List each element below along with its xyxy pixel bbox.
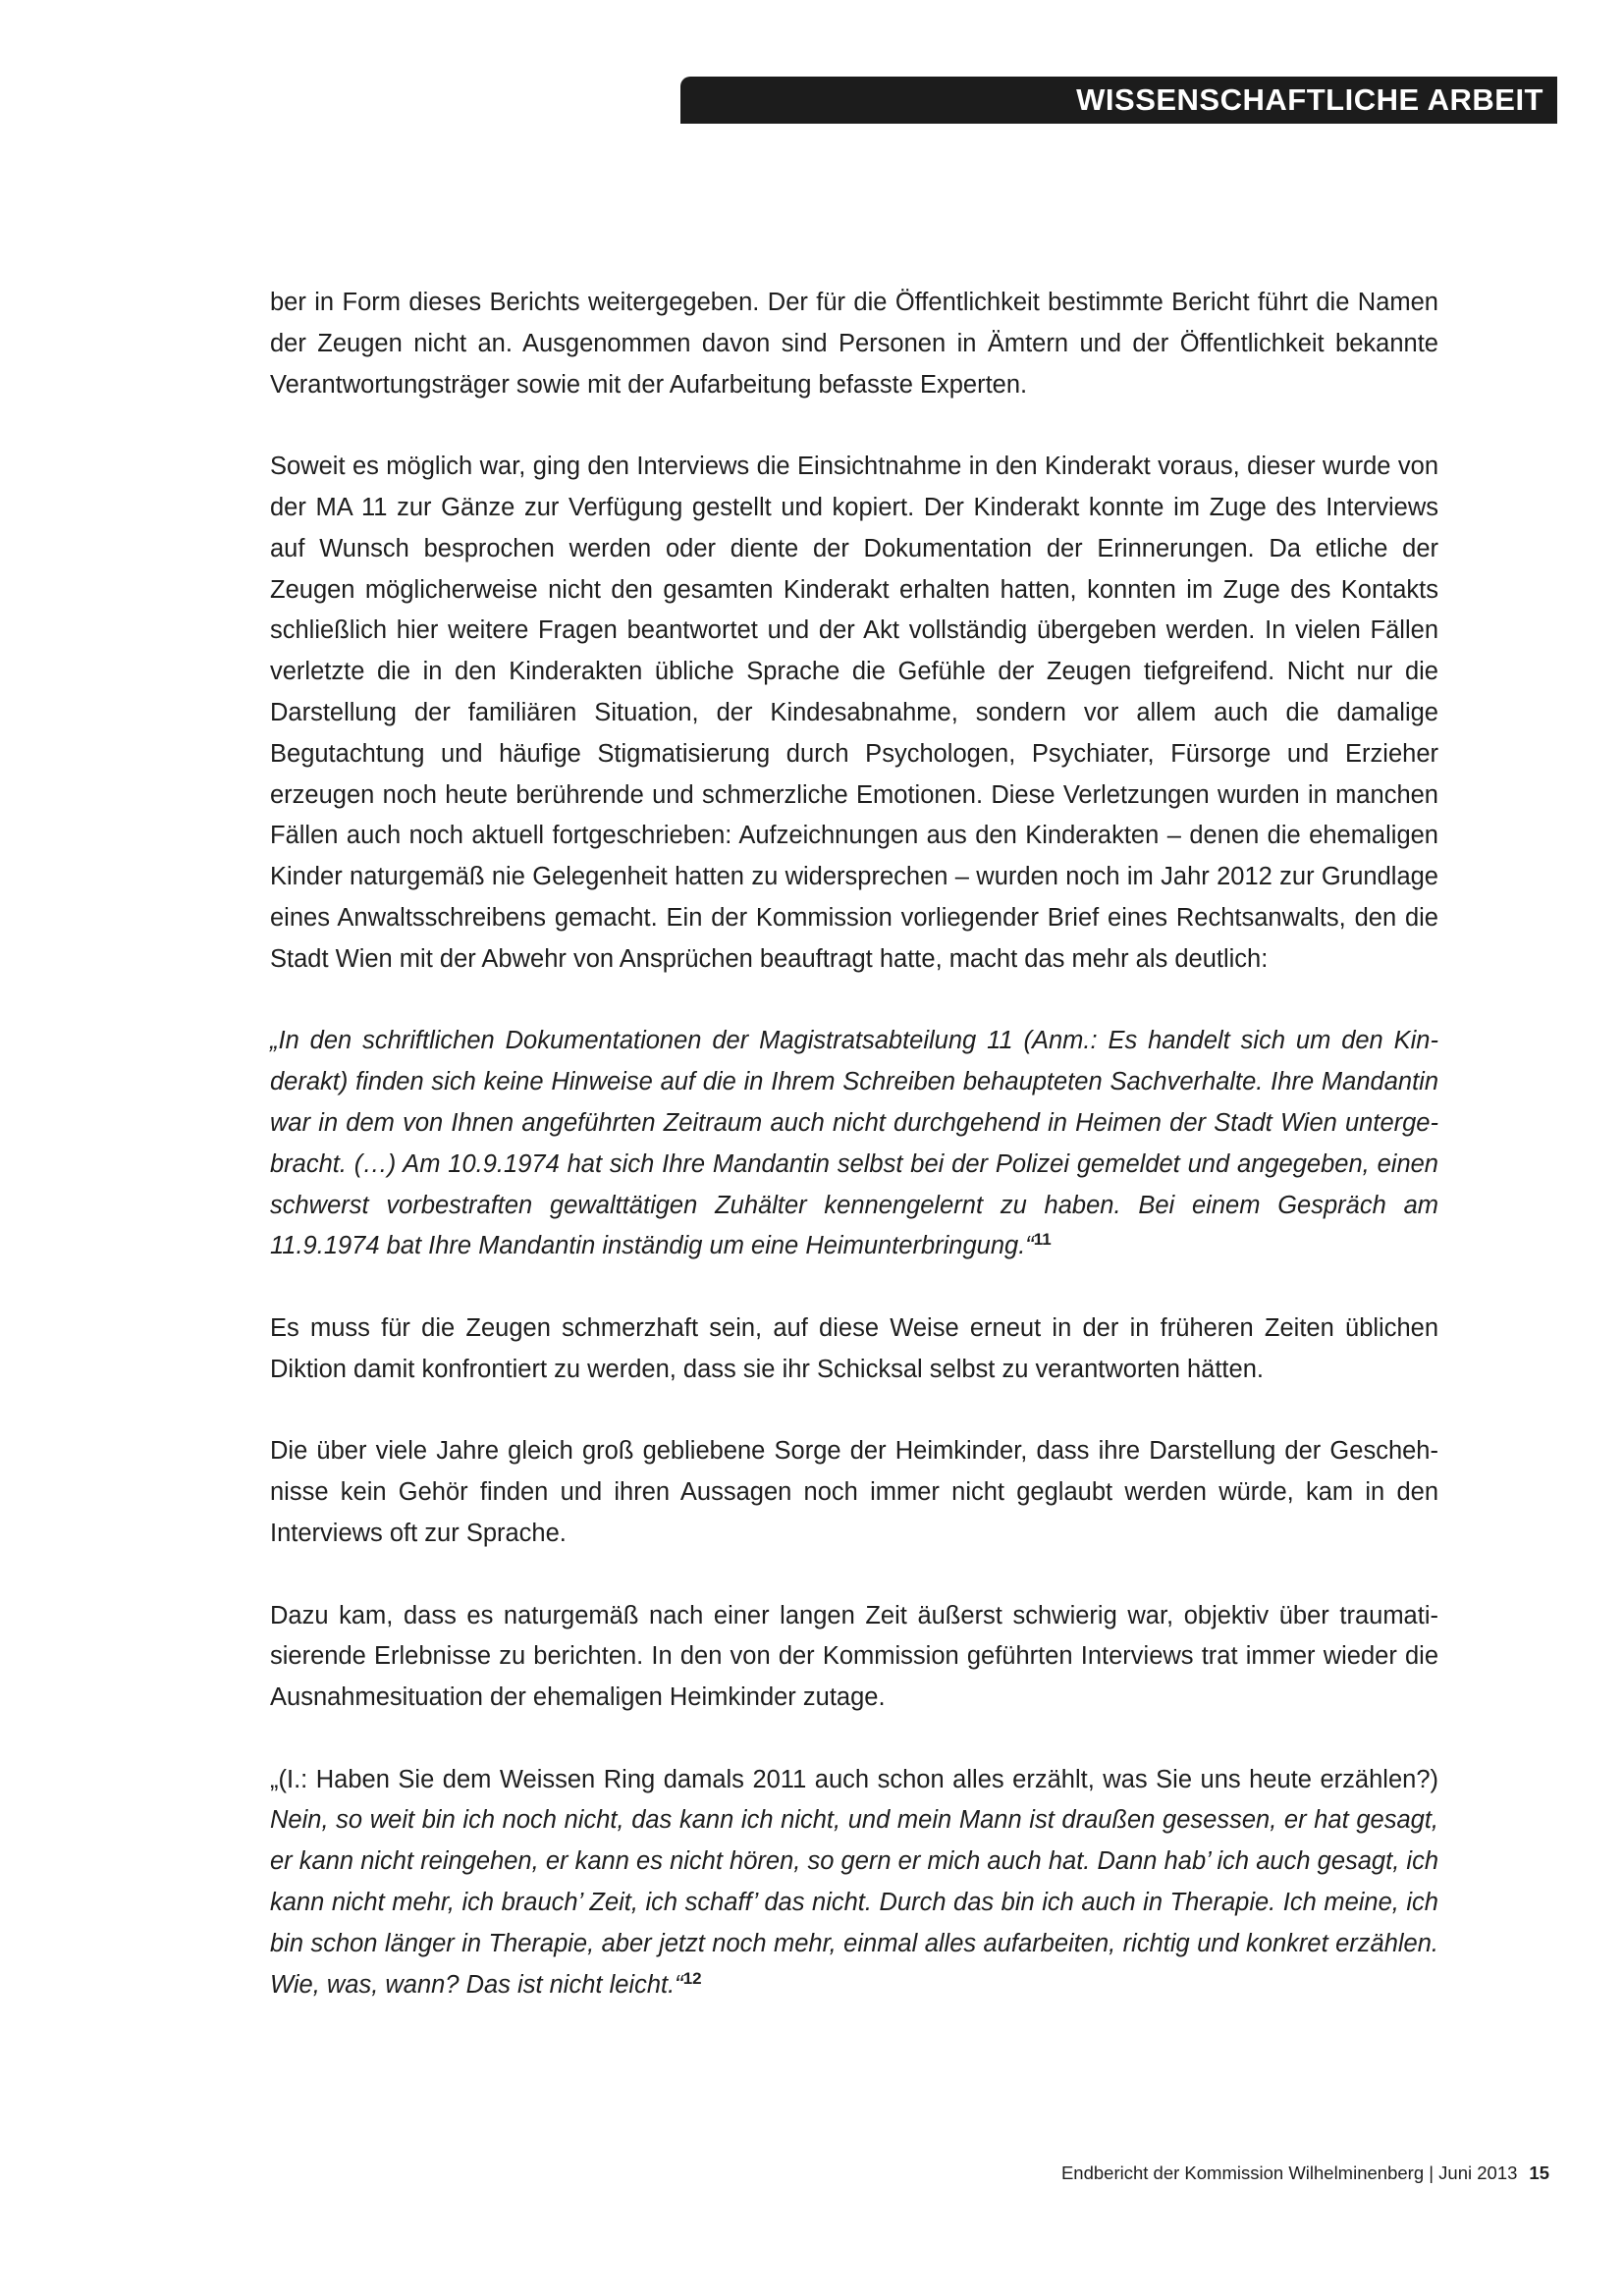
footnote-ref-11[interactable]: 11 bbox=[1033, 1230, 1052, 1250]
paragraph-1: ber in Form dieses Berichts weitergegeben. Der für die Öffentlichkeit bestimmte Bericht führt die Namen der Zeugen nicht an. Ausgenommen davon sind Personen in Ämtern und der Öffentlichkeit bekannte Verantwortungsträger sowie mit der Aufarbeitung befasste Experten. bbox=[270, 289, 1438, 399]
footer-source: Endbericht der Kommission Wilhelminenberg | Juni 2013 bbox=[1060, 2163, 1518, 2183]
page-footer bbox=[1061, 2163, 1549, 2184]
quote-lawyer-letter bbox=[270, 1021, 1438, 1267]
paragraph-3: Es muss für die Zeugen schmerzhaft sein, auf diese Weise erneut in der in früheren Zeiten üblichen Diktion damit konfrontiert zu werden, dass sie ihr Schicksal selbst zu verantworten hätten. bbox=[270, 1313, 1438, 1383]
section-title: WISSENSCHAFTLICHE ARBEIT bbox=[1076, 82, 1543, 117]
footnote-ref-12[interactable]: 12 bbox=[682, 1968, 702, 1988]
quote-interview bbox=[270, 1760, 1438, 2006]
page-number: 15 bbox=[1529, 2163, 1549, 2183]
section-header-bar bbox=[680, 77, 1557, 124]
body-text bbox=[270, 283, 1438, 2005]
interview-answer: Nein, so weit bin ich noch nicht, das kann ich nicht, und mein Mann ist draußen gesessen, er hat gesagt, er kann nicht reingehen, er kann es nicht hören, so gern er mich auch hat. Dann hab’ ich auch gesagt, ich kann nicht mehr, ich brauch’ Zeit, ich schaff’ das nicht. Durch das bin ich auch in Therapie. Ich meine, ich bin schon länger in Therapie, aber jetzt noch mehr, einmal alles aufarbeiten, richtig und konkret erzählen. Wie, was, wann? Das ist nicht leicht.“ bbox=[270, 1806, 1438, 1999]
paragraph-2: Soweit es möglich war, ging den Interviews die Einsichtnahme in den Kinderakt voraus, dieser wurde von der MA 11 zur Gänze zur Verfügung gestellt und kopiert. Der Kinderakt konnte im Zuge des Interviews auf Wunsch besprochen werden oder diente der Dokumentation der Erinnerungen. Da etliche der Zeugen möglicherweise nicht den gesamten Kinderakt erhalten hatten, konnten im Zuge des Kontakts schließlich hier weitere Fragen beantwortet und der Akt vollständig übergeben werden. In vielen Fällen verletzte die in den Kinderakten übliche Sprache die Gefühle der Zeugen tiefgreifend. Nicht nur die Darstellung der familiären Situation, der Kindesabnahme, sondern vor allem auch die damalige Begutachtung und häufige Stigmatisierung durch Psychologen, Psychiater, Fürsorge und Erzieher erzeugen noch heute berührende und schmerzliche Emotionen. Diese Verletzungen wurden in manchen Fällen auch noch aktuell fortgeschrieben: Aufzeichnungen aus den Kinderakten – denen die ehemaligen Kinder naturgemäß nie Gelegenheit hatten zu widersprechen – wurden noch im Jahr 2012 zur Grundlage eines Anwaltsschreibens gemacht. Ein der Kommission vorliegender Brief eines Rechtsanwalts, den die Stadt Wien mit der Abwehr von Ansprüchen beauftragt hatte, macht das mehr als deutlich: bbox=[270, 453, 1438, 973]
paragraph-4: Die über viele Jahre gleich groß gebliebene Sorge der Heimkinder, dass ihre Darstellung der Geschehnisse kein Gehör finden und ihren Aussagen noch immer nicht geglaubt werden würde, kam in den Interviews oft zur Sprache. bbox=[270, 1437, 1438, 1547]
paragraph-5: Dazu kam, dass es naturgemäß nach einer langen Zeit äußerst schwierig war, objektiv über traumatisierende Erlebnisse zu berichten. In den von der Kommission geführten Interviews trat immer wieder die Ausnahmesituation der ehemaligen Heimkinder zutage. bbox=[270, 1601, 1438, 1712]
quote-lawyer-letter-text: „In den schriftlichen Dokumentationen der Magistratsabteilung 11 (Anm.: Es handelt sich um den Kinderakt) finden sich keine Hinweise auf die in Ihrem Schreiben behaupteten Sachverhalte. Ihre Mandantin war in dem von Ihnen angeführten Zeitraum auch nicht durchgehend in Heimen der Stadt Wien untergebracht. (…) Am 10.9.1974 hat sich Ihre Mandantin selbst bei der Polizei gemeldet und angegeben, einen schwerst vorbestraften gewalttätigen Zuhälter kennengelernt zu haben. Bei einem Gespräch am 11.9.1974 bat Ihre Mandantin inständig um eine Heimunterbringung.“ bbox=[270, 1027, 1438, 1260]
interview-question: „(I.: Haben Sie dem Weissen Ring damals 2011 auch schon alles erzählt, was Sie uns heute erzählen?) bbox=[270, 1765, 1438, 1793]
